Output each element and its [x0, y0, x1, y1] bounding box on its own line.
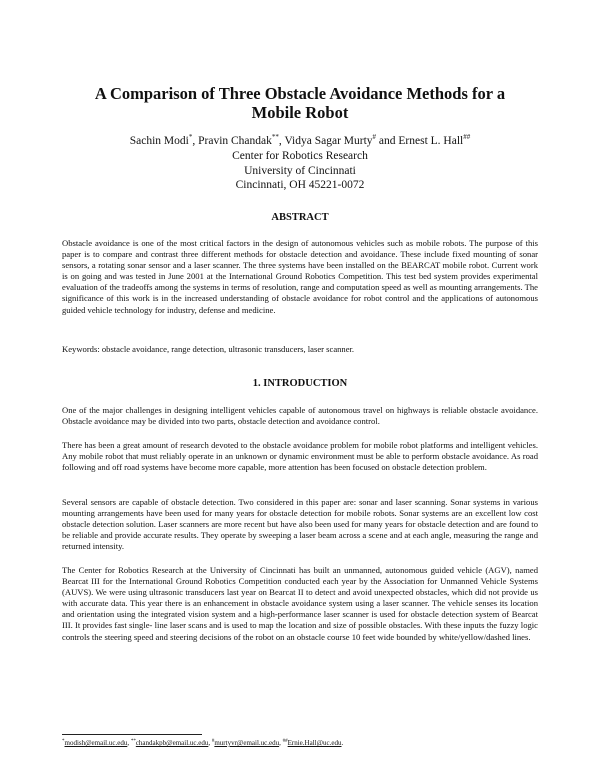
affiliation-line: University of Cincinnati: [244, 164, 356, 177]
introduction-heading: 1. INTRODUCTION: [252, 378, 348, 389]
intro-paragraph-1: One of the major challenges in designing intelligent vehicles capable of autonomous travel on highways is reliable obstacle avoidance. Obstacle avoidance may be divided into two parts, obstacle detection and avoidance control.: [62, 405, 538, 427]
author-mark: #: [372, 133, 377, 141]
footnote-divider: [62, 734, 202, 735]
abstract-text: Obstacle avoidance is one of the most critical factors in the design of autonomous vehicles such as mobile robots. The purpose of this paper is to compare and contrast three different methods for obstacle detection and avoidance. These include fixed mounting of sonar sensors, a rotating sonar sensor and a laser scanner. The three systems have been installed on the BEARCAT mobile robot. Current work is on going and was tested in June 2001 at the International Ground Robotics Competition. This test bed system provides experimental evaluation of the tradeoffs among the systems in terms of resolution, range and computation speed as well as mounting arrangements. The significance of this work is in the increased understanding of obstacle avoidance for robot control and the applications of autonomous guided vehicle technology for industry, defense and medicine.: [62, 238, 538, 315]
author: Vidya Sagar Murty#: [284, 133, 377, 147]
affiliation-line: Cincinnati, OH 45221-0072: [235, 179, 365, 191]
author-list: Sachin Modi*, Pravin Chandak**, Vidya Sagar Murty# and Ernest L. Hall##: [129, 133, 471, 147]
intro-paragraph-4: The Center for Robotics Research at the University of Cincinnati has built an unmanned, autonomous guided vehicle (AGV), named Bearcat III for the International Ground Robotics Competition conducted each year by the Association for Unmanned Vehicle Systems (AUVS). We were using ultrasonic transducers last year on Bearcat II to detect and avoid unexpected obstacles, which did not provide us with accurate data. This year there is an enhancement in obstacle avoidance system using a laser scanner. The vehicle senses its location and orientation using the integrated vision system and a high-performance laser scanner is used for obstacle detection system of Bearcat III. It provides fast single- line laser scans and is used to map the location and size of possible obstacles. With these inputs the fuzzy logic controls the steering speed and steering decisions of the robot on an obstacle course 10 feet wide bounded by white/yellow/dashed lines.: [62, 565, 538, 642]
intro-paragraph-2: There has been a great amount of research devoted to the obstacle avoidance problem for mobile robot platforms and intelligent vehicles. Any mobile robot that must reliably operate in an unknown or dynamic environment must be able to perform obstacle avoidance. As road following and off road systems have become more capable, more attention has been focused on obstacle detection problem.: [62, 440, 538, 473]
footnote-emails: *modish@email.uc.edu, **chandakpb@email.uc.edu, #murtyvr@email.uc.edu, ##Ernie.Hall@uc.edu.: [62, 739, 344, 747]
author: Pravin Chandak**: [198, 133, 279, 147]
email-link[interactable]: Ernie.Hall@uc.edu: [287, 739, 342, 747]
email-link[interactable]: chandakpb@email.uc.edu: [135, 739, 209, 747]
affiliation: [40, 149, 560, 193]
author-mark: **: [271, 133, 279, 141]
author-mark: *: [188, 133, 193, 141]
email-link[interactable]: murtyvr@email.uc.edu: [214, 739, 280, 747]
affiliation-line: Center for Robotics Research: [232, 150, 368, 162]
email-link[interactable]: modish@email.uc.edu: [64, 739, 128, 747]
author: Ernest L. Hall##: [398, 133, 471, 147]
abstract-heading: ABSTRACT: [271, 212, 329, 223]
author-mark: ##: [463, 133, 471, 141]
paper-title: [60, 84, 540, 122]
title-line-2: Mobile Robot: [251, 103, 349, 122]
author: Sachin Modi*: [129, 133, 193, 147]
intro-paragraph-3: Several sensors are capable of obstacle detection. Two considered in this paper are: sonar and laser scanning. Sonar systems in various mounting arrangements have been used for many years for obstacle detection for mobile robots. Sonar systems are an excellent low cost obstacle detection solution. Laser scanners are more recent but have also been used for many years for obstacle detection and are found to be reliable and provide accurate results. They operate by sweeping a laser beam across a scene and at each angle, measuring the range and returned intensity.: [62, 497, 538, 552]
title-line-1: A Comparison of Three Obstacle Avoidance Methods for a: [94, 84, 506, 103]
keywords: Keywords: obstacle avoidance, range detection, ultrasonic transducers, laser scanner.: [62, 344, 355, 354]
